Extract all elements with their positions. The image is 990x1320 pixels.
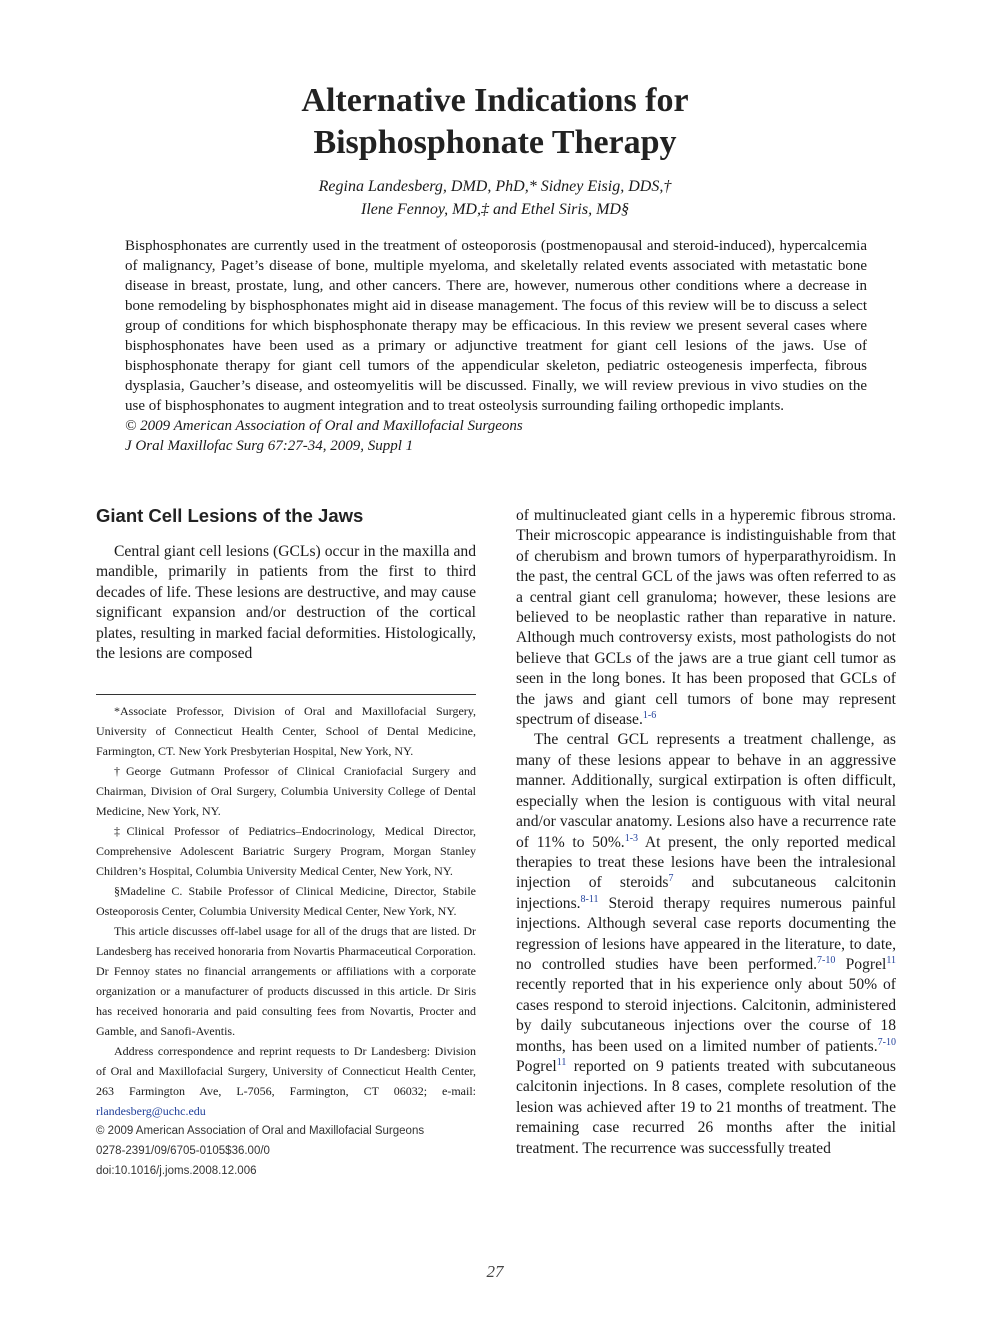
right-p2-g: Pogrel <box>516 1057 557 1075</box>
section-heading: Giant Cell Lesions of the Jaws <box>96 505 364 526</box>
right-p2-c: and subcutaneous calcitonin injections. <box>516 874 896 912</box>
citation-ref[interactable]: 7-10 <box>817 954 836 966</box>
left-column <box>96 504 476 1181</box>
article-title <box>95 80 895 164</box>
citation-ref[interactable]: 8-11 <box>580 893 599 905</box>
title-line-2: Bisphosphonate Therapy <box>313 124 677 161</box>
right-p2-a: The central GCL represents a treatment challenge, as many of these lesions appear to behave in an aggressive manner. Additionally, surgical extirpation is often difficult, especially when the lesion is contiguous with vital neural and/or vascular anatomy. Lesions also have a recurrence rate of 11% to 50%. <box>516 731 896 851</box>
author-list <box>95 175 895 221</box>
abstract <box>125 236 867 456</box>
footnote-3: ‡Clinical Professor of Pediatrics–Endocrinology, Medical Director, Comprehensive Adolescent Bariatric Surgery Program, Morgan Stanley Children’s Hospital, Columbia University Medical Center, New York, NY. <box>96 824 476 879</box>
authors-line-1: Regina Landesberg, DMD, PhD,* Sidney Eisig, DDS,† <box>318 178 672 195</box>
left-body <box>96 542 476 664</box>
citation-ref[interactable]: 7-10 <box>877 1036 896 1048</box>
right-p2-h: reported on 9 patients treated with subcutaneous calcitonin injections. In 8 cases, complete resolution of the lesion was achieved after 19 to 21 months of treatment. The remaining case recurred 26 months after the initial treatment. The recurrence was successfully treated <box>516 1057 896 1157</box>
pubinfo-doi: doi:10.1016/j.joms.2008.12.006 <box>96 1165 257 1178</box>
citation-ref[interactable]: 11 <box>556 1056 567 1068</box>
footnote-5: This article discusses off-label usage for all of the drugs that are listed. Dr Landesberg has received honoraria from Novartis Pharmaceutical Corporation. Dr Fennoy states no financial arrangements or affiliations with a corporate organization or a manufacturer of products discussed in this article. Dr Siris has received honoraria and paid consulting fees from Novartis, Procter and Gamble, and Sanofi-Aventis. <box>96 924 476 1039</box>
citation-ref[interactable]: 11 <box>886 954 896 966</box>
title-line-1: Alternative Indications for <box>301 82 689 119</box>
footnote-6 <box>96 1041 476 1121</box>
page-number: 27 <box>486 1262 504 1281</box>
publication-info <box>96 1121 476 1181</box>
right-p2-b: At present, the only reported medical therapies to treat these lesions have been the intralesional injection of steroids <box>516 833 896 892</box>
citation-ref[interactable]: 1-3 <box>624 832 639 844</box>
right-p1-text: of multinucleated giant cells in a hyperemic fibrous stroma. Their microscopic appearance is indistinguishable from that of cherubism and brown tumors of hyperparathyroidism. In the past, the central GCL of the jaws was often referred to as a central giant cell granuloma; however, these lesions are believed to be neoplastic rather than reparative in nature. Although much controversy exists, most pathologists do not believe that GCLs of the jaws are a true giant cell tumor as seen in the long bones. It has been proposed that GCLs of the jaws and giant cell tumors of bone may represent spectrum of disease. <box>516 507 896 729</box>
footnote-2: †George Gutmann Professor of Clinical Craniofacial Surgery and Chairman, Division of Oral Surgery, Columbia University College of Dental Medicine, New York, NY. <box>96 764 476 819</box>
authors-line-2: Ilene Fennoy, MD,‡ and Ethel Siris, MD§ <box>361 201 629 218</box>
right-p2-e: Pogrel <box>835 955 887 973</box>
abstract-text: Bisphosphonates are currently used in the treatment of osteoporosis (postmenopausal and steroid-induced), hypercalcemia of malignancy, Paget’s disease of bone, multiple myeloma, and skeletally related events associated with metastatic bone disease in breast, prostate, lung, and other cancers. There are, however, numerous other conditions where a decrease in bone remodeling by bisphosphonates might aid in disease management. The focus of this review will be to discuss a select group of conditions for which bisphosphonate therapy may be efficacious. In this review we present several cases where bisphosphonates have been used as a primary or adjunctive treatment for giant cell lesions of the jaws. Use of bisphosphonate therapy for giant cell tumors of the appendicular skeleton, pediatric osteogenesis imperfecta, fibrous dysplasia, Gaucher’s disease, and osteomyelitis will be discussed. Finally, we will review previous in vivo studies on the use of bisphosphonates to augment integration and to treat osteolysis surrounding failing orthopedic implants. <box>125 238 867 414</box>
footnote-1: *Associate Professor, Division of Oral and Maxillofacial Surgery, University of Connecticut Health Center, School of Dental Medicine, Farmington, CT. New York Presbyterian Hospital, New York, NY. <box>96 704 476 759</box>
pubinfo-issn: 0278-2391/09/6705-0105$36.00/0 <box>96 1145 270 1158</box>
left-paragraph-1: Central giant cell lesions (GCLs) occur in the maxilla and mandible, primarily in patients from the first to third decades of life. These lesions are destructive, and may cause significant expansion and/or destruction of the cortical plates, resulting in marked facial deformities. Histologically, the lesions are composed <box>96 543 476 663</box>
pubinfo-copyright: © 2009 American Association of Oral and Maxillofacial Surgeons <box>96 1125 425 1138</box>
abstract-copyright: © 2009 American Association of Oral and Maxillofacial Surgeons <box>125 418 523 434</box>
footnote-divider <box>96 694 476 695</box>
footnote-4: §Madeline C. Stabile Professor of Clinical Medicine, Director, Stabile Osteoporosis Center, Columbia University Medical Center, New York, NY. <box>96 884 476 919</box>
right-p2-d: Steroid therapy requires numerous painful injections. Although several case reports documenting the regression of lesions have appeared in the literature, to date, no controlled studies have been performed. <box>516 894 896 973</box>
citation-ref[interactable]: 1-6 <box>642 709 657 721</box>
right-p2-f: recently reported that in his experience only about 50% of cases respond to steroid injections. Calcitonin, administered by daily subcutaneous injections over the course of 18 months, has been used on a limited number of patients. <box>516 976 896 1055</box>
citation-ref[interactable]: 7 <box>668 873 674 885</box>
right-paragraph-1 <box>516 506 896 730</box>
footnote-6-text: Address correspondence and reprint requests to Dr Landesberg: Division of Oral and Maxillofacial Surgery, University of Connecticut Health Center, 263 Farmington Ave, L-7056, Farmington, CT 06032; e-mail: <box>96 1044 476 1099</box>
email-link[interactable]: rlandesberg@uchc.edu <box>96 1104 206 1119</box>
right-paragraph-2 <box>516 730 896 1159</box>
right-column <box>516 506 896 1159</box>
footnotes <box>96 701 476 1121</box>
abstract-citation: J Oral Maxillofac Surg 67:27-34, 2009, Suppl 1 <box>125 438 414 454</box>
